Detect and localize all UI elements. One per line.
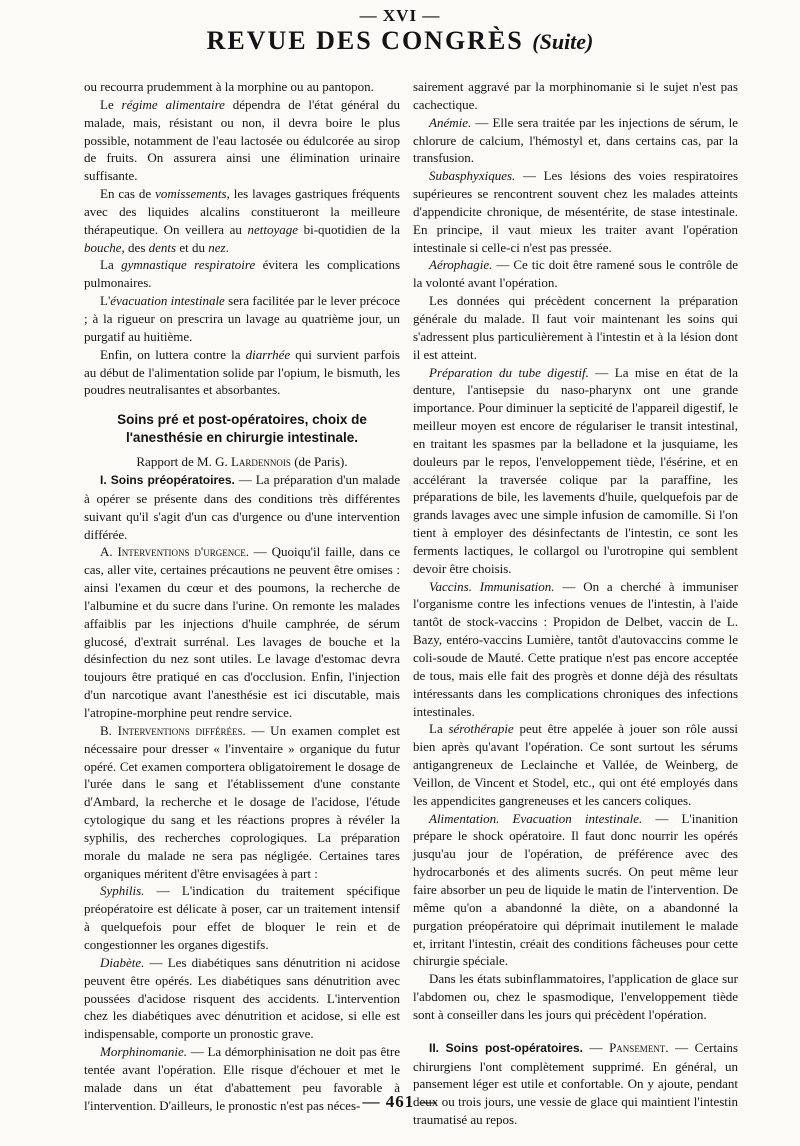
paragraph-alimentation: Alimentation. Evacuation intestinale. — L'inanition prépare le shock opératoire. Il faut donc nourrir les opérés jusqu'au jour de l'opération, de préférence avec des hydrocarbonés et des aliments sucrés. On peut même leur faire absorber un peu de liquide le matin de l'intervention. De même qu'on a abandonné la diète, on a abandonné la purgation préopératoire qui déprimait inutilement le malade et, irritant l'intestin, créait des conditions fâcheuses pour cette chirurgie spéciale. (413, 810, 738, 969)
running-title-main: REVUE DES CONGRÈS (206, 26, 524, 55)
running-title-suffix: (Suite) (532, 29, 594, 54)
paragraph-serotherapie: La sérothérapie peut être appelée à jouer son rôle aussi bien après qu'avant l'opération. Ce sont surtout les sérums antigangreneux de Leclainche et Vallée, de Weinberg, de Veillon, de Vincent et Stodel, etc., qui ont été employés dans les appendicites gangreneuses et les cancers coliques. (413, 721, 738, 808)
running-title (0, 26, 800, 56)
term-regime: régime alimentaire (121, 96, 225, 112)
paragraph-vomissements: En cas de vomissements, les lavages gastriques fréquents avec des liquides alcalins constitueront la meilleure thérapeutique. On veillera au nettoyage bi-quotidien de la bouche, des dents et du nez. (84, 186, 400, 255)
subsection-label: I. Soins préopératoires. (100, 473, 235, 488)
paragraph-syphilis: Syphilis. — L'indication du traitement spécifique préopératoire est délicate à poser, car un traitement intensif à quelquefois pour effet de bloquer le rein et de congestionner les organes digestifs. (84, 883, 400, 952)
paragraph-morphinomanie: Morphinomanie. — La démorphinisation ne doit pas être tentée avant l'opération. Elle risque d'échouer et met le malade dans un état d'abattement peu favorable à l'intervention. D'ailleurs, le pronostic n'est pas néces- (84, 1044, 400, 1113)
paragraph-donnees: Les données qui précèdent concernent la préparation générale du malade. Il faut voir maintenant les soins qui s'adressent plus particulièrement à l'intestin et à la lésion dont il est atteint. (413, 293, 738, 362)
paragraph-subasphyxiques: Subasphyxiques. — Les lésions des voies respiratoires supérieures se rencontrent souvent chez les malades atteints d'appendicite chronique, de mésentérite, de stase intestinale. En principe, il vaut mieux les traiter avant l'opération intestinale si celle-ci n'est pas pressée. (413, 168, 738, 255)
paragraph-preparation-tube: Préparation du tube digestif. — La mise en état de la denture, l'antisepsie du naso-pharynx ont une grande importance. Pour diminuer la septicité de l'appareil digestif, le meilleur moyen est encore de régulariser le transit intestinal, en traitant les spasmes par la belladone et la jusquiame, les douleurs par le repos, l'enveloppement tiède, l'ésérine, et en accélérant la traversée colique par la paraffine, les préparations de bile, les lavements d'huile, quelquefois par de grands lavages avec une simple infusion de camomille. Si l'on tient à employer des désinfectants de l'intestin, ce sont les ferments lactiques, le collargol ou l'urotropine qui semblent devoir être choisis. (413, 364, 738, 576)
paragraph-soins-preoperatoires: I. Soins préopératoires. — La préparation d'un malade à opérer se présente dans des conditions très différentes suivant qu'il s'agit d'un cas d'urgence ou d'une intervention différée. (84, 472, 400, 542)
paragraph-evacuation: L'évacuation intestinale sera facilitée par le lever précoce ; à la rigueur on prescrira un lavage au quatrième jour, un purgatif au huitième. (84, 293, 400, 344)
paragraph-anemie: Anémie. — Elle sera traitée par les injections de sérum, le chlorure de calcium, l'hémostyl et, dans certains cas, par la transfusion. (413, 114, 738, 166)
left-column (84, 78, 400, 1114)
right-column (413, 78, 738, 1129)
paragraph-regime: Le régime alimentaire dépendra de l'état général du malade, mais, résistant ou non, il devra boire le plus possible, notamment de l'eau lactosée ou édulcorée au sirop de fruits. On assurera ainsi une élimination urinaire suffisante. (84, 96, 400, 184)
paragraph-vaccins: Vaccins. Immunisation. — On a cherché à immuniser l'organisme contre les infections venues de l'intestin, à l'aide tantôt de stock-vaccins : Propidon de Delbet, vaccin de L. Bazy, entéro-vaccins Lumière, tantôt d'autovaccins comme le coli-soude de Mauté. Cette pratique n'est pas encore acceptée de tous, mais elle fait des progrès et donne déjà des résultats intéressants dans les complications chroniques des infections intestinales. (413, 578, 738, 719)
paragraph-urgence: A. Interventions d'urgence. — Quoiqu'il faille, dans ce cas, aller vite, certaines précautions ne peuvent être omises : ainsi l'examen du cœur et des poumons, la recherche de l'albumine et du sucre dans l'urine. On remonte les malades affaiblis par les injections d'huile camphrée, de sérum glucosé, d'extrait surrénal. Les lavages de bouche et la désinfection du nez sont utiles. Le lavage d'estomac devra toujours être pratiqué en cas d'occlusion. Enfin, l'injection d'un narcotique avant l'anesthésie est ici discutable, mais l'atropine-morphine peut rendre service. (84, 544, 400, 720)
paragraph: ou recourra prudemment à la morphine ou au pantopon. (84, 79, 374, 94)
page-number: — 461 — (362, 1092, 438, 1111)
paragraph-soins-postoperatoires: II. Soins post-opératoires. — Pansement. — Certains chirurgiens l'ont complètement supprimé. En général, un pansement léger est utile et confortable. On y ajoute, pendant deux ou trois jours, une vessie de glace qui maintient l'intestin traumatisé au repos. (413, 1039, 738, 1128)
paragraph-subinflammatoires: Dans les états subinflammatoires, l'application de glace sur l'abdomen ou, chez le spasmodique, l'enveloppement tiède sont à conseiller dans les jours qui précèdent l'opération. (413, 971, 738, 1022)
page-number-roman: — XVI — (359, 6, 441, 25)
section-heading: Soins pré et post-opératoires, choix de l'anesthésie en chirurgie intestinale. (117, 412, 367, 446)
paragraph-aerophagie: Aérophagie. — Ce tic doit être ramené sous le contrôle de la volonté avant l'opération. (413, 257, 738, 291)
paragraph-gymnastique: La gymnastique respiratoire évitera les complications pulmonaires. (84, 257, 401, 291)
subsection-label: II. Soins post-opératoires. (429, 1040, 583, 1055)
paragraph: sairement aggravé par la morphinomanie si le sujet n'est pas cachectique. (413, 79, 738, 112)
rapport-byline: Rapport de M. G. Lardennois (de Paris). (136, 454, 348, 470)
paragraph-differees: B. Interventions différées. — Un examen complet est nécessaire pour dresser « l'inventaire » organique du futur opéré. Cet examen comportera obligatoirement le dosage de l'urée dans le sang et l'établissement d'une constante d'Ambard, la recherche et le dosage de l'acidose, l'étude cytologique du sang et les réactions propres à révéler la syphilis, des recherches coprologiques. La préparation morale du malade ne sera pas négligée. Certaines tares organiques méritent d'être envisagées à part : (84, 722, 400, 881)
paragraph-diarrhee: Enfin, on luttera contre la diarrhée qui survient parfois au début de l'alimentation solide par l'opium, le bismuth, les poudres neutralisantes et absorbantes. (84, 346, 400, 398)
paragraph-diabete: Diabète. — Les diabétiques sans dénutrition ni acidose peuvent être opérés. Les diabétiques sans dénutrition avec poussées d'acidose risquent des accidents. L'intervention chez les diabétiques avec dénutrition et acidose, si elle est indispensable, comporte un pronostic grave. (84, 954, 400, 1042)
